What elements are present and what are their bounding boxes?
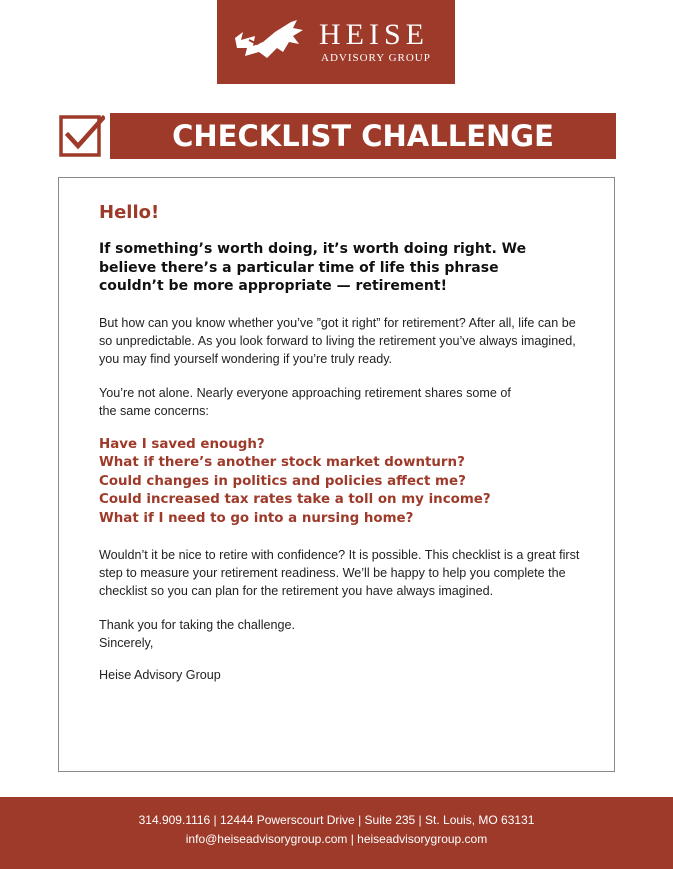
brand-tagline: ADVISORY GROUP — [321, 52, 431, 64]
concern-item: What if I need to go into a nursing home? — [99, 510, 414, 526]
brand-name: HEISE — [319, 18, 429, 51]
footer-contact: info@heiseadvisorygroup.com | heiseadvisorygroup.com — [185, 832, 488, 846]
thanks-line: Thank you for taking the challenge. — [99, 618, 296, 632]
greeting: Hello! — [99, 202, 160, 223]
concerns-list — [99, 436, 589, 529]
concern-item: What if there’s another stock market downturn? — [99, 455, 465, 470]
closing-line: Sincerely, — [99, 636, 154, 650]
concern-item: Could changes in politics and policies affect me? — [99, 473, 466, 489]
footer — [0, 797, 673, 869]
eagle-logo-icon — [233, 18, 305, 64]
checkbox-check-icon — [59, 113, 105, 159]
footer-address: 314.909.1116 | 12444 Powerscourt Drive | Suite 235 | St. Louis, MO 63131 — [138, 813, 535, 827]
concern-item: Have I saved enough? — [99, 436, 265, 452]
intro-paragraph: But how can you know whether you’ve ”got it right” for retirement? After all, life can be so unpredictable. As you look forward to living the retirement you’ve always imagined, you may find yourself wondering if you’re truly ready. — [99, 315, 576, 366]
logo-block — [217, 0, 455, 84]
signature: Heise Advisory Group — [99, 668, 221, 682]
confidence-paragraph: Wouldn’t it be nice to retire with confidence? It is possible. This checklist is a great first step to measure your retirement readiness. We’ll be happy to help you complete the checklist so you can plan for the retirement you have always imagined. — [99, 548, 580, 598]
lead-paragraph: If something’s worth doing, it’s worth doing right. We believe there’s a particular time of life this phrase couldn’t be more appropriate — retirement! — [99, 241, 527, 294]
letter-content — [99, 200, 589, 684]
concerns-intro: You’re not alone. Nearly everyone approaching retirement shares some of the same concerns: — [99, 385, 511, 418]
concern-item: Could increased tax rates take a toll on my income? — [99, 492, 491, 507]
page-title: CHECKLIST CHALLENGE — [110, 113, 616, 159]
